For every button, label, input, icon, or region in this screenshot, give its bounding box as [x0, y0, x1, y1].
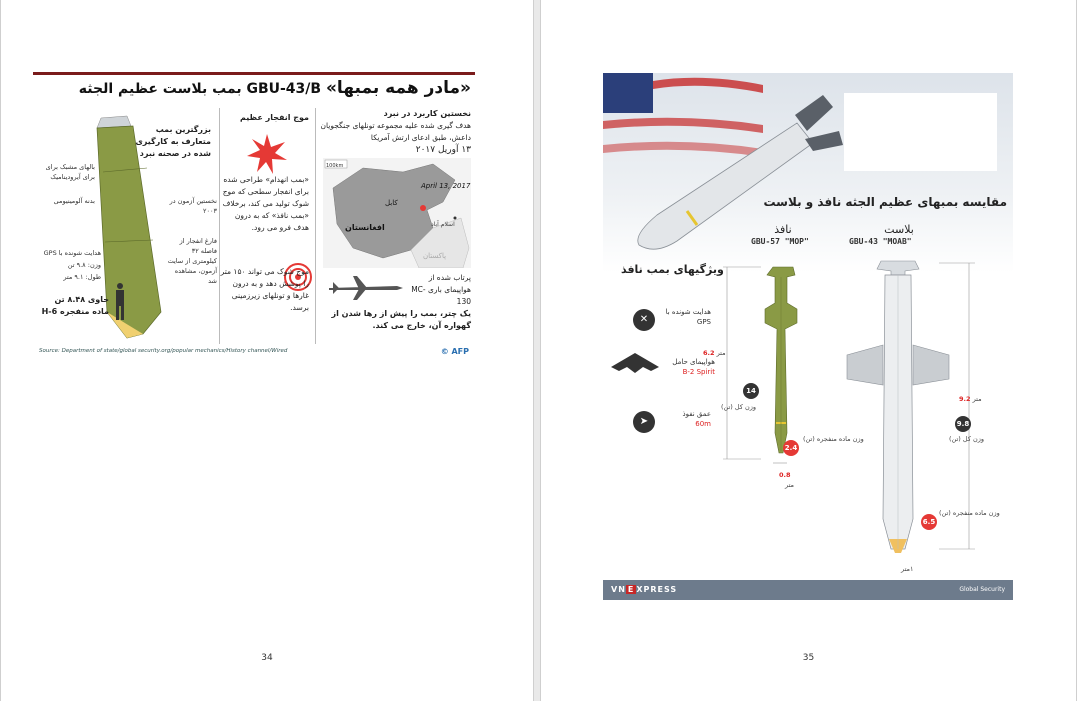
moab-length-unit: متر — [972, 395, 982, 403]
moab-diameter: ۱متر — [901, 565, 914, 573]
test-label: نخستین آزمون در ۲۰۰۳ — [169, 197, 217, 215]
carrier-label: هواپیمای حامل — [672, 358, 715, 366]
mop-explosive-badge: 2.4 — [783, 440, 799, 456]
payload-label: حاوی ۸.۴۸ تن ماده منفجره H-6 — [41, 295, 109, 316]
first-use-text: هدف گیری شده علیه مجموعه تونلهای جنگجویان داعش، طبق ادعای ارتش آمریکا — [320, 121, 471, 142]
test-detail: فارغ انفجار از فاصله ۳۲ کیلومتری از سایت آزمون، مشاهده شد — [167, 237, 217, 285]
blast-text-1: «بمب انهدام» طراحی شده برای انفجار سطحی که موج شوک تولید می کند، برخلاف «بمب نافذ» که به درون هدف فرو می رود. — [222, 175, 309, 232]
blast-column — [221, 112, 309, 124]
comparison-title: مقایسه بمبهای عظیم الجثه نافذ و بلاست — [763, 195, 1007, 209]
moab-weight-icon: 9.8 — [955, 416, 971, 432]
mop-explosive-label: وزن ماده منفجره (تن) — [803, 435, 864, 443]
logo-x: E — [627, 585, 635, 594]
moab-weight-label: وزن کل (تن) — [949, 435, 985, 443]
body-label: بدنه آلومینیومی — [53, 197, 95, 205]
vnexpress-footer — [603, 580, 1013, 600]
mop-length-value: 6.2 — [703, 349, 715, 357]
feature-depth — [661, 409, 711, 429]
logo-left: VN — [611, 585, 626, 594]
moab-infographic — [33, 72, 475, 358]
depth-value: 60m — [695, 420, 711, 428]
source-text: Source: Department of state/global security.org/popular mechanics/History channel/Wired — [39, 348, 288, 354]
page-35 — [540, 0, 1077, 701]
bomb-comparison-infographic — [603, 73, 1013, 600]
mop-diameter-unit: متر — [785, 481, 795, 489]
moab-explosive-label: وزن ماده منفجره (تن) — [939, 509, 1000, 517]
feature-gps: هدایت شونده با GPS — [665, 308, 711, 326]
length-label: طول: ۹.۱ متر — [63, 273, 101, 281]
mop-length — [703, 349, 726, 358]
page-number-35: 35 — [802, 653, 815, 663]
b2-spirit-icon — [611, 349, 659, 385]
depth-label: عمق نفوذ — [682, 410, 711, 418]
gps-label: هدایت شونده با GPS — [43, 249, 101, 257]
weight-label: وزن: ۹.۸ تن — [67, 261, 101, 269]
vnexpress-logo — [611, 585, 677, 594]
mop-diameter — [779, 471, 791, 480]
penetration-depth-icon: ➤ — [633, 411, 655, 433]
mop-model: GBU-57 "MOP" — [751, 237, 809, 246]
map-islamabad: اسلام آباد — [431, 221, 455, 228]
map-scale: 100km — [326, 163, 344, 169]
infographic-title — [79, 78, 471, 98]
first-use-column — [319, 108, 471, 156]
map-pakistan: پاکستان — [423, 252, 447, 260]
blank-label-box — [844, 93, 997, 171]
moab-name: بلاست — [884, 223, 914, 236]
mop-dimension-lines — [721, 263, 821, 483]
map-afghanistan: افغانستان — [345, 223, 385, 232]
launch-text: پرتاب شده از هواپیمای باری MC-130 — [411, 273, 471, 306]
map-date: April 13, 2017 — [421, 182, 471, 190]
mop-diameter-value: 0.8 — [779, 471, 791, 479]
footer-source: Global Security — [959, 586, 1005, 593]
moab-explosive-badge: 6.5 — [921, 514, 937, 530]
first-use-date: ۱۳ آوریل ۲۰۱۷ — [415, 145, 471, 155]
moab-length — [959, 395, 982, 404]
feature-carrier — [661, 357, 715, 377]
carrier-value: B-2 Spirit — [682, 368, 715, 376]
gps-icon: ✕ — [633, 309, 655, 331]
title-main: «مادر همه بمبها» — [325, 78, 471, 98]
page-number-34: 34 — [261, 653, 273, 663]
title-sub: بمب بلاست عظیم الجثه — [78, 81, 242, 97]
afghanistan-map — [323, 158, 471, 268]
title-bar — [33, 72, 475, 75]
parachute-text: یک چتر، بمب را پیش از رها شدن از گهواره آن، خارج می کند. — [331, 309, 471, 330]
features-title: ویژگیهای بمب نافذ — [621, 263, 724, 276]
soldier-icon — [111, 282, 129, 322]
mop-weight-label: وزن کل (تن) — [721, 403, 757, 411]
mop-weight-icon: 14 — [743, 383, 759, 399]
page-34 — [0, 0, 534, 701]
mop-length-unit: متر — [716, 349, 726, 357]
afp-logo: © AFP — [440, 347, 469, 356]
moab-model: GBU-43 "MOAB" — [849, 237, 912, 246]
first-use-heading: نخستین کاربرد در نبرد — [383, 109, 471, 118]
bomb-header-illustration — [627, 95, 847, 255]
bomb-heading: بزرگترین بمب متعارف به کارگیری شده در صحنه نبرد — [135, 125, 211, 158]
moab-length-value: 9.2 — [959, 395, 971, 403]
divider-1 — [315, 108, 316, 344]
blast-text-2: موج شوک می تواند ۱۵۰ متر را پوشش دهد و به درون غارها و تونلهای زیرزمینی برسد. — [220, 267, 309, 312]
divider-2 — [219, 108, 220, 344]
title-model: GBU-43/B — [246, 81, 322, 97]
blast-heading: موج انفجار عظیم — [240, 113, 309, 122]
moab-bomb-illustration — [843, 259, 953, 559]
logo-right: XPRESS — [636, 585, 678, 594]
mc130-plane-icon — [327, 272, 405, 304]
fins-label: بالهای مشبک برای برای آیرودینامیک — [45, 163, 95, 181]
map-kabul: کابل — [385, 199, 398, 207]
explosion-icon — [247, 134, 287, 174]
mop-name: نافذ — [774, 223, 792, 236]
